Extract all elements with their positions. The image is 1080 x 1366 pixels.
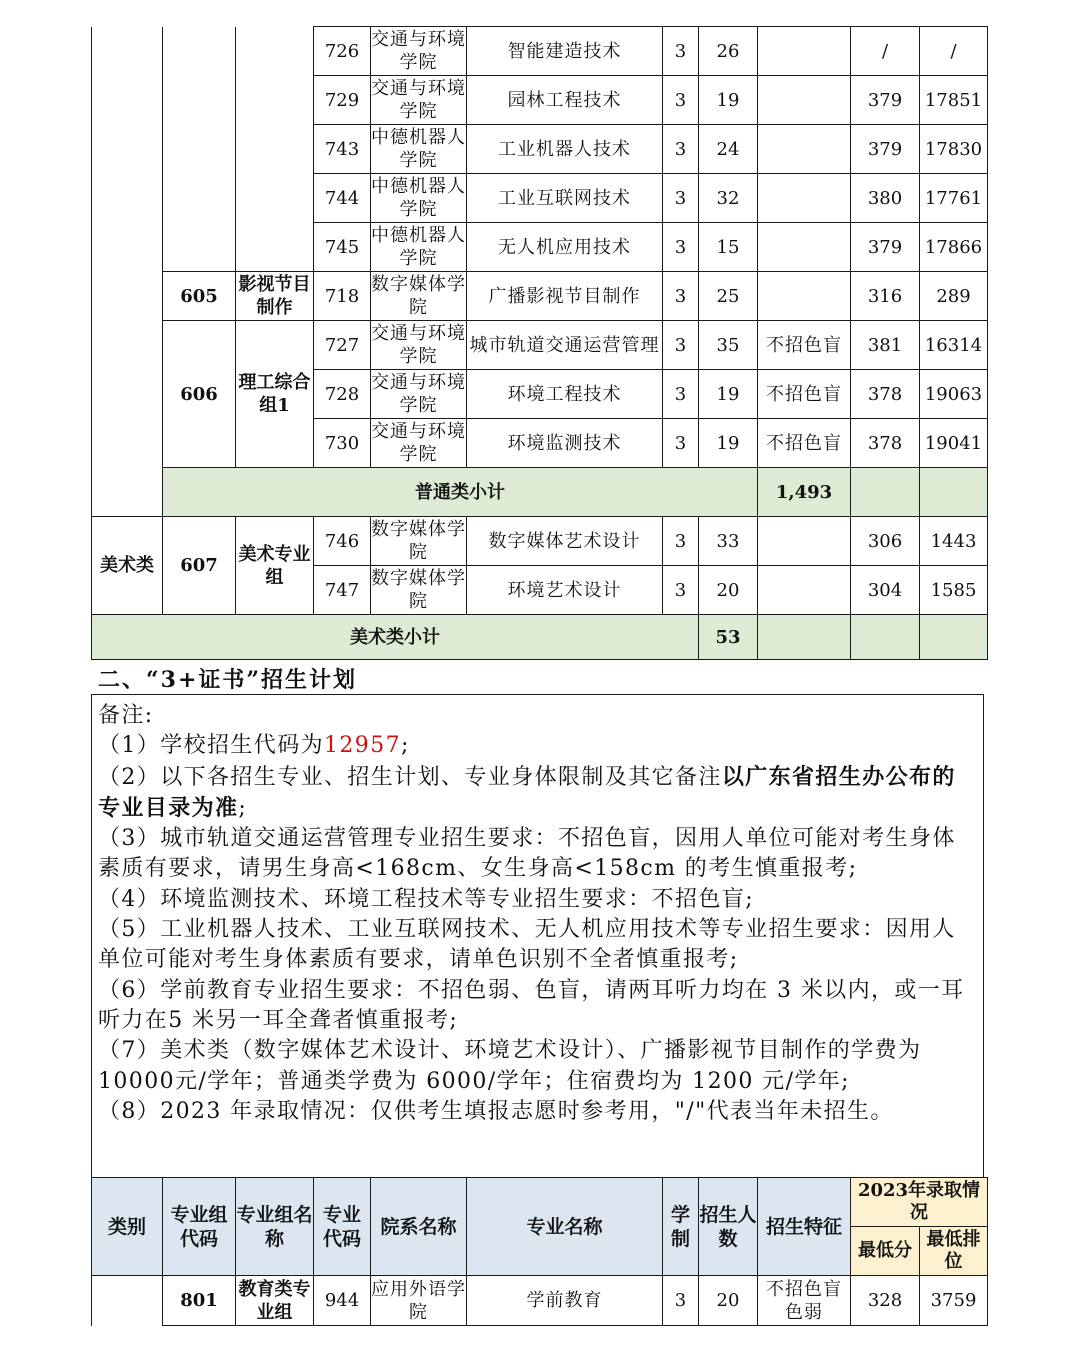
study-years: 3 [663,1276,699,1326]
category-cell [92,1276,163,1326]
header-group-name: 专业组名称 [236,1178,314,1276]
subtotal-value: 53 [699,615,758,660]
header-years: 学制 [663,1178,699,1276]
study-years: 3 [663,223,699,272]
department-name: 交通与环境学院 [371,419,467,468]
major-name: 工业机器人技术 [467,125,663,174]
min-score: 306 [851,517,920,566]
note-item: （4）环境监测技术、环境工程技术等专业招生要求：不招色盲; [98,886,755,912]
group-name: 美术专业组 [236,517,314,615]
major-code: 726 [314,27,371,76]
enroll-feature: 不招色盲 [758,419,851,468]
department-name: 应用外语学院 [371,1276,467,1326]
study-years: 3 [663,321,699,370]
group-name: 影视节目制作 [236,272,314,321]
empty-cell [851,468,920,517]
enroll-count: 20 [699,1276,758,1326]
enroll-count: 32 [699,174,758,223]
major-name: 无人机应用技术 [467,223,663,272]
major-code: 746 [314,517,371,566]
note-item: （3）城市轨道交通运营管理专业招生要求：不招色盲，因用人单位可能对考生身体素质有要求，请男生身高<168cm、女生身高<158cm 的考生慎重报考; [98,826,956,882]
category-cell [92,27,163,517]
min-score: 379 [851,125,920,174]
header-major-code: 专业代码 [314,1178,371,1276]
subtotal-label: 美术类小计 [92,615,699,660]
empty-cell [758,615,851,660]
table-row [92,517,988,566]
major-code: 747 [314,566,371,615]
note-item [98,762,977,825]
admission-plan-table [91,26,988,660]
enroll-count: 24 [699,125,758,174]
enroll-feature [758,125,851,174]
enroll-count: 19 [699,419,758,468]
enroll-feature: 不招色盲 [758,321,851,370]
min-score: 378 [851,419,920,468]
table-row [92,272,988,321]
min-rank: 1585 [920,566,988,615]
header-category: 类别 [92,1178,163,1276]
study-years: 3 [663,272,699,321]
note-emphasis: 以广东省招生办公布的专业目录为准 [98,763,956,821]
enroll-count: 26 [699,27,758,76]
group-code: 607 [163,517,236,615]
study-years: 3 [663,419,699,468]
subtotal-row [92,615,988,660]
enroll-feature [758,223,851,272]
header-department: 院系名称 [371,1178,467,1276]
major-name: 智能建造技术 [467,27,663,76]
min-rank: 17761 [920,174,988,223]
note-text: （2）以下各招生专业、招生计划、专业身体限制及其它备注 [98,764,722,790]
department-name: 交通与环境学院 [371,27,467,76]
department-name: 中德机器人学院 [371,223,467,272]
enroll-count: 19 [699,76,758,125]
min-score: 328 [851,1276,920,1326]
group-name: 理工综合组1 [236,321,314,468]
min-rank: 1443 [920,517,988,566]
major-name: 广播影视节目制作 [467,272,663,321]
major-code: 729 [314,76,371,125]
enroll-count: 35 [699,321,758,370]
department-name: 交通与环境学院 [371,76,467,125]
min-rank: 17866 [920,223,988,272]
subtotal-row [92,468,988,517]
subtotal-label: 普通类小计 [163,468,758,517]
major-code: 730 [314,419,371,468]
header-admission-2023: 2023年录取情况 [851,1178,988,1227]
study-years: 3 [663,125,699,174]
department-name: 数字媒体学院 [371,566,467,615]
department-name: 数字媒体学院 [371,517,467,566]
study-years: 3 [663,174,699,223]
min-rank: 19041 [920,419,988,468]
category: 美术类 [92,517,163,615]
notes-box [91,694,984,1177]
note-text: ; [401,733,410,759]
min-score: 316 [851,272,920,321]
enroll-count: 25 [699,272,758,321]
major-code: 944 [314,1276,371,1326]
group-name: 教育类专业组 [236,1276,314,1326]
major-code: 744 [314,174,371,223]
note-item: （7）美术类（数字媒体艺术设计、环境艺术设计）、广播影视节目制作的学费为10000元/学年；普通类学费为 6000/学年；住宿费均为 1200 元/学年; [98,1038,922,1094]
min-rank: 17851 [920,76,988,125]
enroll-feature [758,76,851,125]
group-name-cell [236,27,314,272]
table-row [92,1276,988,1326]
table-row [92,27,988,76]
study-years: 3 [663,517,699,566]
min-score: 379 [851,76,920,125]
department-name: 中德机器人学院 [371,125,467,174]
enroll-feature [758,174,851,223]
min-score: / [851,27,920,76]
empty-cell [920,615,988,660]
enroll-feature [758,272,851,321]
major-code: 728 [314,370,371,419]
major-code: 727 [314,321,371,370]
min-rank: 16314 [920,321,988,370]
major-code: 743 [314,125,371,174]
min-score: 381 [851,321,920,370]
major-name: 园林工程技术 [467,76,663,125]
school-code: 12957 [324,733,401,759]
study-years: 3 [663,76,699,125]
min-rank: 17830 [920,125,988,174]
major-name: 环境工程技术 [467,370,663,419]
group-code: 801 [163,1276,236,1326]
min-score: 304 [851,566,920,615]
enroll-count: 19 [699,370,758,419]
note-item: （8）2023 年录取情况：仅供考生填报志愿时参考用，"/"代表当年未招生。 [98,1098,894,1124]
major-name: 城市轨道交通运营管理 [467,321,663,370]
department-name: 中德机器人学院 [371,174,467,223]
study-years: 3 [663,370,699,419]
header-min-score: 最低分 [851,1227,920,1276]
note-item [98,731,977,761]
empty-cell [920,468,988,517]
major-code: 745 [314,223,371,272]
header-group-code: 专业组代码 [163,1178,236,1276]
notes-heading: 备注: [98,703,154,728]
certificate-plan-table [91,1177,988,1326]
enroll-feature [758,517,851,566]
major-name: 数字媒体艺术设计 [467,517,663,566]
department-name: 数字媒体学院 [371,272,467,321]
header-count: 招生人数 [699,1178,758,1276]
department-name: 交通与环境学院 [371,321,467,370]
subtotal-value: 1,493 [758,468,851,517]
enroll-feature [758,27,851,76]
major-name: 工业互联网技术 [467,174,663,223]
note-text: ; [238,795,248,821]
group-code: 606 [163,321,236,468]
min-rank: 3759 [920,1276,988,1326]
header-min-rank: 最低排位 [920,1227,988,1276]
min-score: 379 [851,223,920,272]
department-name: 交通与环境学院 [371,370,467,419]
major-name: 环境艺术设计 [467,566,663,615]
note-item: （6）学前教育专业招生要求：不招色弱、色盲，请两耳听力均在 3 米以内，或一耳听力在5 米另一耳全聋者慎重报考; [98,977,965,1033]
enroll-feature: 不招色盲色弱 [758,1276,851,1326]
enroll-count: 33 [699,517,758,566]
min-rank: 19063 [920,370,988,419]
header-row [92,1178,988,1227]
enroll-feature: 不招色盲 [758,370,851,419]
min-rank: 289 [920,272,988,321]
group-code: 605 [163,272,236,321]
study-years: 3 [663,566,699,615]
major-name: 学前教育 [467,1276,663,1326]
header-feature: 招生特征 [758,1178,851,1276]
enroll-count: 15 [699,223,758,272]
group-code-cell [163,27,236,272]
section-title: 二、“3+证书”招生计划 [98,667,358,693]
major-name: 环境监测技术 [467,419,663,468]
empty-cell [851,615,920,660]
enroll-feature [758,566,851,615]
min-score: 378 [851,370,920,419]
study-years: 3 [663,27,699,76]
note-item: （5）工业机器人技术、工业互联网技术、无人机应用技术等专业招生要求：因用人单位可能对考生身体素质有要求，请单色识别不全者慎重报考; [98,917,956,973]
header-major: 专业名称 [467,1178,663,1276]
min-rank: / [920,27,988,76]
major-code: 718 [314,272,371,321]
min-score: 380 [851,174,920,223]
note-text: （1）学校招生代码为 [98,733,324,759]
enroll-count: 20 [699,566,758,615]
table-row [92,321,988,370]
